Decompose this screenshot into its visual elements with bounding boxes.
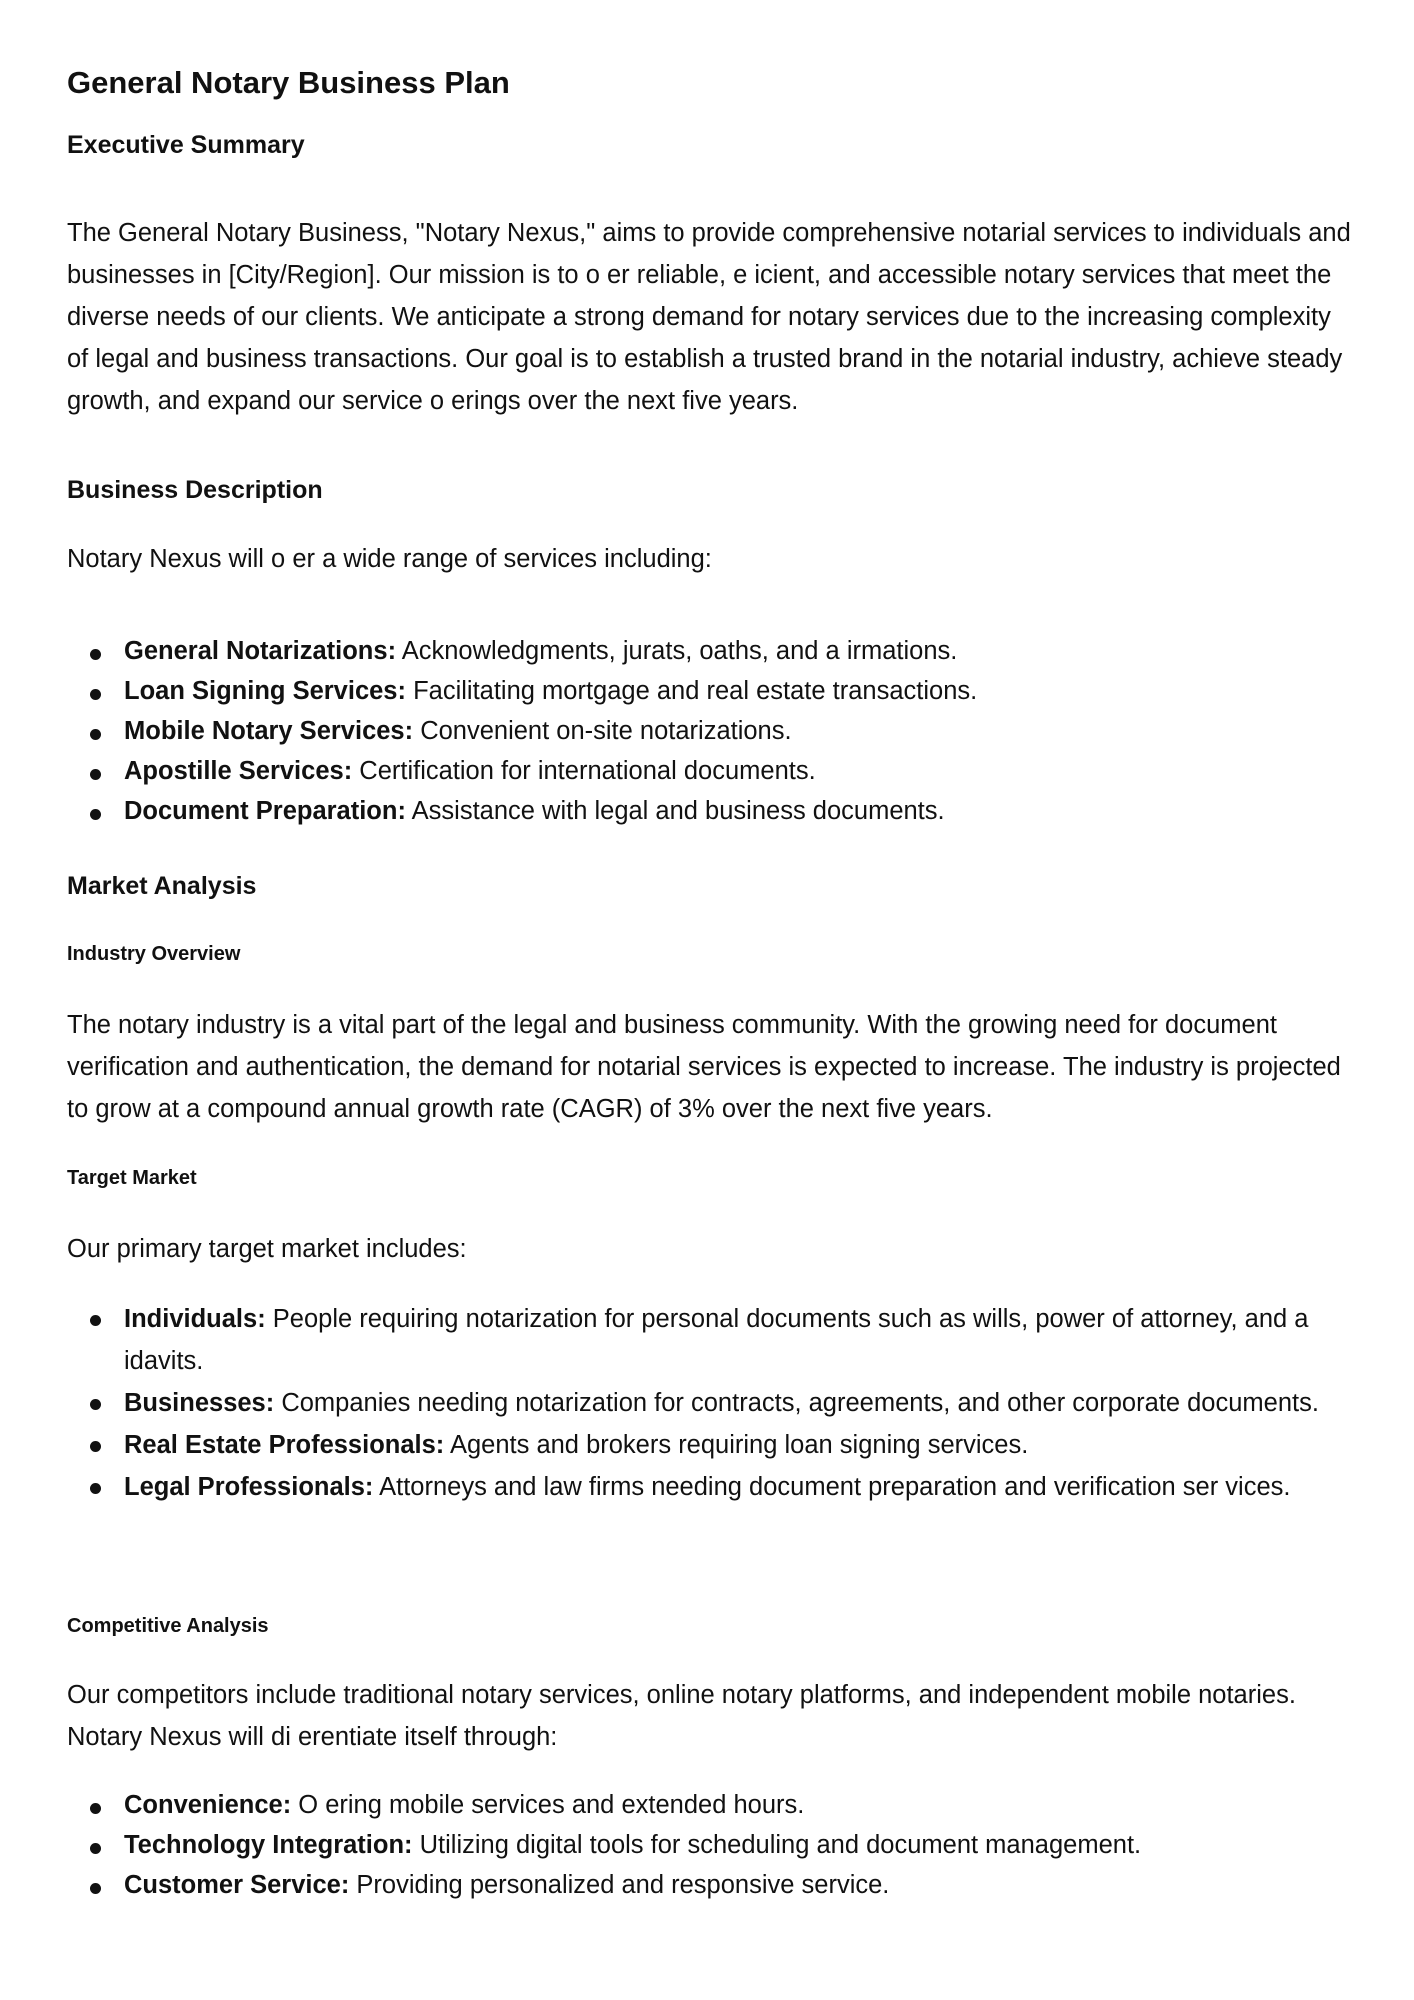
- list-item: [67, 1786, 1357, 1824]
- list-item-text: Companies needing notarization for contracts, agreements, and other corporate documents.: [274, 1389, 1319, 1417]
- list-item-label: Legal Professionals:: [124, 1473, 374, 1501]
- list-item-text: Convenient on-site notarizations.: [413, 717, 792, 745]
- list-item-text: People requiring notarization for personal documents such as wills, power of attorney, and a idavits.: [124, 1305, 1309, 1375]
- business-description-heading: Business Description: [67, 476, 323, 504]
- list-item: [67, 1826, 1357, 1864]
- list-item: [67, 1466, 1357, 1508]
- industry-overview-heading: Industry Overview: [67, 943, 241, 965]
- list-item-label: General Notarizations:: [124, 637, 397, 665]
- list-item-label: Mobile Notary Services:: [124, 717, 414, 745]
- business-description-intro: Notary Nexus will o er a wide range of services including:: [67, 545, 712, 573]
- list-item: [67, 672, 1357, 710]
- list-item-label: Loan Signing Services:: [124, 677, 406, 705]
- list-item: [67, 792, 1357, 830]
- differentiators-list: [67, 1786, 1357, 1906]
- competitive-analysis-intro: Our competitors include traditional notary services, online notary platforms, and independent mobile notaries. Notary Nexus will di erentiate itself through:: [67, 1681, 1296, 1751]
- list-item: [67, 712, 1357, 750]
- list-item: [67, 752, 1357, 790]
- list-item-text: Attorneys and law firms needing document preparation and verification ser vices.: [373, 1473, 1291, 1501]
- list-item-label: Apostille Services:: [124, 757, 353, 785]
- list-item-label: Document Preparation:: [124, 797, 406, 825]
- services-list: [67, 632, 1357, 832]
- list-item-text: O ering mobile services and extended hours.: [291, 1791, 805, 1819]
- market-analysis-heading: Market Analysis: [67, 872, 257, 900]
- list-item-label: Businesses:: [124, 1389, 275, 1417]
- executive-summary-text: The General Notary Business, "Notary Nexus," aims to provide comprehensive notarial services to individuals and businesses in [City/Region]. Our mission is to o er reliable, e icient, and accessible notary services that meet the diverse needs of our clients. We anticipate a strong demand for notary services due to the increasing complexity of legal and business transactions. Our goal is to establish a trusted brand in the notarial industry, achieve steady growth, and expand our service o erings over the next five years.: [67, 219, 1351, 415]
- document-title: General Notary Business Plan: [67, 65, 510, 100]
- list-item-text: Certification for international documents.: [352, 757, 816, 785]
- industry-overview-text: The notary industry is a vital part of the legal and business community. With the growing need for document verification and authentication, the demand for notarial services is expected to increase. The industry is projected to grow at a compound annual growth rate (CAGR) of 3% over the next five years.: [67, 1011, 1341, 1123]
- list-item: [67, 1382, 1357, 1424]
- list-item: [67, 1424, 1357, 1466]
- executive-summary-heading: Executive Summary: [67, 131, 305, 159]
- list-item-text: Providing personalized and responsive service.: [349, 1871, 890, 1899]
- list-item: [67, 632, 1357, 670]
- list-item-text: Acknowledgments, jurats, oaths, and a irmations.: [396, 637, 958, 665]
- list-item-label: Technology Integration:: [124, 1831, 413, 1859]
- competitive-analysis-heading: Competitive Analysis: [67, 1615, 269, 1637]
- list-item-label: Convenience:: [124, 1791, 292, 1819]
- target-market-heading: Target Market: [67, 1167, 197, 1189]
- list-item-text: Agents and brokers requiring loan signing services.: [444, 1431, 1029, 1459]
- list-item-text: Assistance with legal and business documents.: [405, 797, 945, 825]
- list-item-label: Real Estate Professionals:: [124, 1431, 445, 1459]
- list-item-label: Individuals:: [124, 1305, 266, 1333]
- target-market-list: [67, 1298, 1357, 1508]
- list-item-label: Customer Service:: [124, 1871, 350, 1899]
- list-item-text: Utilizing digital tools for scheduling and document management.: [412, 1831, 1142, 1859]
- list-item: [67, 1298, 1357, 1382]
- list-item-text: Facilitating mortgage and real estate transactions.: [405, 677, 978, 705]
- target-market-intro: Our primary target market includes:: [67, 1235, 467, 1263]
- list-item: [67, 1866, 1357, 1904]
